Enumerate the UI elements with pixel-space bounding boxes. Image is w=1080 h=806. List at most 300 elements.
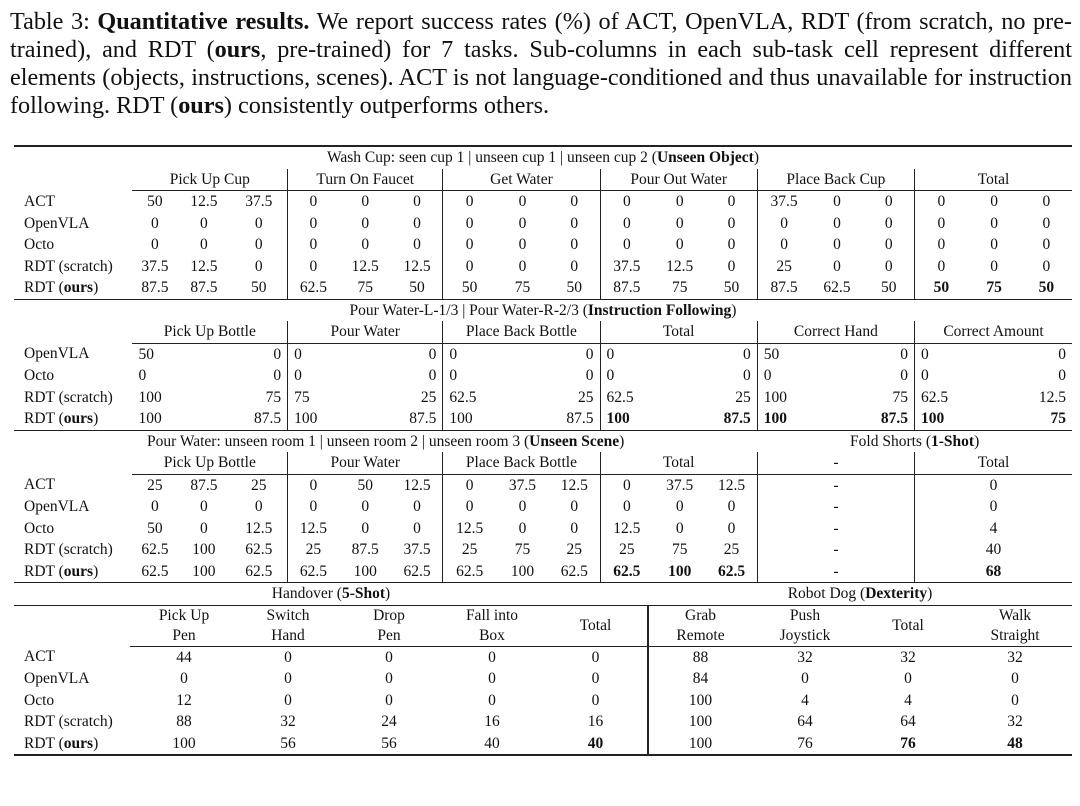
- section-title-bold: Instruction Following: [587, 301, 732, 319]
- row-label-text: ACT: [24, 648, 55, 666]
- data-cell: 0: [200, 519, 208, 537]
- data-cell: 50: [757, 343, 836, 365]
- data-cell: 100: [600, 408, 679, 430]
- data-cell: 0: [757, 213, 810, 235]
- row-label-text: RDT (: [24, 410, 64, 427]
- data-cell: 0: [570, 498, 579, 515]
- data-cell: 0: [600, 234, 653, 256]
- column-header: [858, 605, 958, 646]
- data-cell: 0: [361, 236, 370, 253]
- data-cell: 0: [273, 345, 282, 363]
- subtask-header: Total: [915, 452, 1072, 474]
- data-cell: 12.5: [560, 476, 588, 494]
- data-cell: 56: [238, 733, 338, 756]
- data-cell: 87.5: [757, 277, 810, 299]
- data-cell: 0: [1042, 214, 1051, 232]
- data-cell: 0: [413, 214, 421, 232]
- row-label-text: Octo: [24, 691, 55, 709]
- data-cell: 0: [288, 365, 366, 387]
- section-title-end: ): [385, 585, 391, 602]
- column-header-line: Pen: [377, 626, 401, 644]
- section-title-end: ): [731, 301, 737, 319]
- data-cell: 0: [591, 670, 600, 687]
- data-cell: 100: [757, 408, 836, 430]
- row-label-text: RDT (: [24, 562, 64, 580]
- section-title-bold: Unseen Object: [656, 149, 754, 166]
- row-label: [14, 277, 132, 299]
- row-label: [14, 518, 132, 540]
- data-cell: 40: [544, 733, 648, 756]
- data-cell: 0: [1042, 257, 1051, 275]
- section-title-end: ): [974, 432, 980, 450]
- empty-cell: [14, 452, 132, 474]
- section-title: [14, 299, 1072, 321]
- subtask-header: Pour Water: [288, 321, 443, 343]
- data-cell: 100: [138, 388, 162, 406]
- data-cell: 75: [671, 279, 688, 296]
- data-cell: 100: [648, 711, 752, 733]
- data-cell: 87.5: [566, 410, 594, 427]
- column-header-line: Total: [579, 616, 612, 634]
- data-cell: 0: [600, 474, 653, 496]
- data-cell: 50: [138, 345, 154, 363]
- data-cell: 0: [488, 648, 496, 666]
- section-title-text: Fold Shorts (: [850, 432, 932, 450]
- data-cell: 0: [727, 236, 736, 253]
- data-cell: 62.5: [141, 541, 169, 558]
- data-cell: 44: [176, 648, 192, 666]
- data-cell: 0: [288, 474, 339, 496]
- data-cell: 87.5: [600, 277, 653, 299]
- data-cell: 12.5: [245, 519, 273, 537]
- data-cell: 0: [727, 519, 736, 537]
- section-title-left: [14, 583, 648, 606]
- row-label-text: RDT (scratch): [24, 713, 113, 730]
- data-cell: 0: [743, 345, 751, 363]
- table-instruction-following: [14, 299, 1072, 430]
- data-cell: 0: [743, 367, 751, 384]
- data-cell: 62.5: [288, 561, 339, 583]
- caption-label: Table 3:: [10, 8, 90, 35]
- fold-total-cell: 0: [915, 496, 1072, 518]
- data-cell: 0: [990, 257, 999, 275]
- caption-ours-2: ours: [178, 92, 224, 119]
- empty-cell: [14, 321, 132, 343]
- subtask-header: Place Back Bottle: [443, 452, 600, 474]
- row-label-text: OpenVLA: [24, 214, 90, 232]
- data-cell: 100: [914, 408, 993, 430]
- data-cell: 0: [884, 214, 893, 232]
- data-cell: 0: [1042, 193, 1051, 210]
- data-cell: 0: [284, 670, 292, 687]
- data-cell: 0: [600, 343, 679, 365]
- section-title-end: ): [619, 432, 625, 450]
- data-cell: 76: [752, 733, 858, 756]
- data-cell: 50: [881, 279, 897, 296]
- data-cell: 0: [914, 343, 993, 365]
- data-cell: 50: [723, 279, 740, 296]
- data-cell: 100: [668, 562, 692, 580]
- data-cell: 87.5: [351, 541, 379, 558]
- column-header-line: Total: [892, 616, 924, 634]
- data-cell: 0: [361, 498, 370, 515]
- section-title: [14, 146, 1072, 169]
- column-header-line: Grab: [685, 606, 716, 624]
- row-label-text: OpenVLA: [24, 345, 90, 363]
- row-label-text: RDT (scratch): [24, 388, 113, 406]
- row-label-bold: ours: [63, 734, 94, 752]
- column-header-line: Pick Up: [158, 606, 210, 624]
- row-label-bold: ours: [63, 279, 94, 296]
- data-cell: 50: [915, 277, 968, 299]
- row-label-text: RDT (scratch): [24, 541, 113, 558]
- data-cell: 37.5: [600, 256, 653, 278]
- data-cell: 0: [600, 496, 653, 518]
- data-cell: 50: [1038, 279, 1055, 296]
- data-cell: 0: [1058, 345, 1066, 363]
- data-cell: 37.5: [245, 193, 273, 210]
- data-cell: 100: [510, 562, 535, 580]
- data-cell: 25: [251, 476, 267, 494]
- data-cell: 62.5: [288, 277, 339, 299]
- caption-text-2-end: ) consistently outperforms others.: [223, 92, 550, 119]
- data-cell: 50: [251, 279, 267, 296]
- data-cell: 0: [915, 234, 968, 256]
- section-title-text: Pour Water-L-1/3 | Pour Water-R-2/3 (: [349, 301, 588, 319]
- data-cell: 0: [904, 670, 912, 687]
- row-label: [14, 191, 132, 213]
- subtask-header: Pick Up Bottle: [132, 452, 287, 474]
- data-cell: 75: [671, 541, 688, 558]
- data-cell: 0: [1011, 670, 1019, 687]
- data-cell: 75: [357, 279, 373, 296]
- fold-total-cell: 0: [915, 474, 1072, 496]
- data-cell: 24: [381, 713, 397, 730]
- data-cell: 0: [727, 257, 736, 275]
- dash-cell: -: [757, 474, 914, 496]
- data-cell: 25: [420, 388, 437, 406]
- data-cell: 62.5: [600, 561, 653, 583]
- data-cell: 100: [443, 408, 522, 430]
- data-cell: 0: [915, 191, 968, 213]
- section-title-end: ): [753, 149, 759, 166]
- column-header: [544, 605, 648, 646]
- data-cell: 0: [900, 367, 908, 384]
- section-title-right: [757, 430, 1072, 452]
- data-cell: 0: [914, 365, 993, 387]
- column-header: [440, 605, 544, 646]
- data-cell: 0: [428, 345, 437, 363]
- data-cell: 12.5: [190, 193, 218, 210]
- row-label-text: RDT (: [24, 279, 64, 296]
- subtask-header: Place Back Cup: [757, 169, 914, 191]
- data-cell: 62.5: [914, 387, 993, 409]
- data-cell: 0: [915, 256, 968, 278]
- data-cell: 62.5: [141, 562, 169, 580]
- subtask-header: Pour Water: [288, 452, 443, 474]
- data-cell: 0: [413, 519, 421, 537]
- data-cell: 100: [192, 562, 216, 580]
- subtask-header: Total: [915, 169, 1072, 191]
- data-cell: 62.5: [560, 562, 588, 580]
- data-cell: 0: [443, 191, 496, 213]
- data-cell: 12.5: [288, 518, 339, 540]
- empty-cell: [14, 169, 132, 191]
- data-cell: 37.5: [141, 257, 169, 275]
- column-header-line: Box: [479, 626, 505, 644]
- data-cell: 0: [443, 496, 496, 518]
- data-cell: 62.5: [403, 562, 431, 580]
- row-label-end: ): [93, 562, 99, 580]
- data-cell: 0: [884, 257, 893, 275]
- row-label-text: ACT: [24, 192, 55, 210]
- column-header: [238, 605, 338, 646]
- data-cell: 0: [488, 691, 496, 709]
- data-cell: 0: [570, 214, 579, 232]
- column-header-line: Hand: [271, 626, 305, 644]
- data-cell: 64: [900, 713, 916, 730]
- data-cell: 0: [518, 498, 527, 515]
- table-unseen-object: [14, 145, 1072, 299]
- data-cell: 100: [353, 562, 377, 580]
- column-header: [958, 605, 1072, 646]
- row-label: [14, 474, 132, 496]
- data-cell: 37.5: [403, 541, 431, 558]
- column-header-line: Switch: [266, 606, 310, 624]
- results-tables: [14, 145, 1072, 756]
- row-label-end: ): [93, 279, 99, 296]
- row-label-text: ACT: [24, 476, 55, 494]
- subtask-header: Pour Out Water: [600, 169, 757, 191]
- data-cell: 88: [176, 713, 192, 730]
- data-cell: 0: [833, 193, 841, 210]
- data-cell: 0: [727, 193, 736, 210]
- subtask-header: Pick Up Cup: [132, 169, 287, 191]
- data-cell: 0: [591, 691, 600, 709]
- row-label: [14, 690, 130, 712]
- data-cell: 0: [757, 365, 836, 387]
- section-title-end: ): [927, 585, 933, 602]
- dash-cell: -: [757, 539, 914, 561]
- data-cell: 100: [288, 408, 366, 430]
- data-cell: 0: [288, 496, 339, 518]
- data-cell: 12.5: [403, 257, 431, 275]
- data-cell: 87.5: [141, 279, 169, 296]
- data-cell: 16: [484, 713, 500, 730]
- data-cell: 84: [648, 668, 752, 690]
- fold-total-cell: 4: [915, 518, 1072, 540]
- column-header-line: Fall into: [465, 606, 519, 624]
- data-cell: 0: [675, 214, 684, 232]
- row-label: [14, 711, 130, 733]
- data-cell: 0: [273, 367, 282, 384]
- data-cell: 0: [443, 256, 496, 278]
- data-cell: 25: [578, 388, 594, 406]
- data-cell: 0: [284, 691, 292, 709]
- data-cell: 0: [413, 236, 421, 253]
- data-cell: 50: [409, 279, 425, 296]
- data-cell: 0: [727, 498, 736, 515]
- data-cell: 0: [488, 670, 496, 687]
- data-cell: 25: [147, 476, 163, 494]
- row-label: [14, 365, 132, 387]
- data-cell: 88: [648, 646, 752, 668]
- row-label-bold: ours: [63, 562, 94, 580]
- data-cell: 12.5: [403, 476, 431, 494]
- table-caption: [10, 8, 1072, 120]
- row-label: [14, 256, 132, 278]
- data-cell: 0: [385, 648, 393, 666]
- table-unseen-scene: [14, 430, 1072, 583]
- data-cell: 100: [757, 387, 836, 409]
- subtask-header: Correct Hand: [757, 321, 914, 343]
- data-cell: 75: [892, 388, 908, 406]
- data-cell: 0: [600, 365, 679, 387]
- data-cell: 62.5: [823, 279, 851, 296]
- caption-text-1: We report success rates (%) of ACT, OpenVLA, RDT (from scratch, no pre-trained), and RDT (: [10, 8, 1072, 63]
- data-cell: 0: [570, 193, 579, 210]
- data-cell: 87.5: [409, 410, 437, 427]
- data-cell: 0: [833, 257, 841, 275]
- row-label-text: OpenVLA: [24, 670, 90, 687]
- column-header-line: Push: [789, 606, 821, 624]
- data-cell: 0: [361, 193, 370, 210]
- column-header-line: Pen: [172, 626, 196, 644]
- data-cell: 50: [147, 193, 163, 210]
- subtask-header: -: [757, 452, 914, 474]
- data-cell: 0: [518, 257, 527, 275]
- data-cell: 100: [648, 690, 752, 712]
- data-cell: 12.5: [600, 518, 653, 540]
- data-cell: 100: [130, 733, 238, 756]
- data-cell: 87.5: [880, 410, 908, 427]
- section-title-text: Robot Dog (: [787, 585, 866, 602]
- data-cell: 0: [361, 214, 370, 232]
- data-cell: 32: [280, 713, 296, 730]
- data-cell: 75: [986, 279, 1002, 296]
- data-cell: 0: [413, 193, 421, 210]
- row-label: [14, 561, 132, 583]
- data-cell: 0: [801, 670, 809, 687]
- empty-cell: [14, 605, 130, 646]
- subtask-header: Place Back Bottle: [443, 321, 600, 343]
- row-label: [14, 343, 132, 365]
- data-cell: 50: [566, 279, 583, 296]
- data-cell: 75: [265, 388, 282, 406]
- data-cell: 76: [858, 733, 958, 756]
- section-title-text: Wash Cup: seen cup 1 | unseen cup 1 | unseen cup 2 (: [327, 149, 657, 166]
- data-cell: 0: [884, 236, 893, 253]
- data-cell: 0: [833, 214, 841, 232]
- data-cell: 50: [357, 476, 373, 494]
- data-cell: 32: [1007, 713, 1023, 730]
- caption-ours-1: ours: [214, 36, 261, 63]
- row-label: [14, 496, 132, 518]
- data-cell: 100: [648, 733, 752, 756]
- data-cell: 0: [518, 214, 527, 232]
- subtask-header: Total: [600, 321, 757, 343]
- data-cell: 0: [585, 345, 594, 363]
- data-cell: 12: [176, 691, 192, 709]
- row-label-bold: ours: [63, 410, 94, 427]
- data-cell: 0: [385, 691, 393, 709]
- section-title-bold: Dexterity: [865, 585, 928, 602]
- data-cell: 25: [723, 541, 740, 558]
- column-header: [752, 605, 858, 646]
- data-cell: 50: [147, 519, 163, 537]
- data-cell: 0: [518, 193, 527, 210]
- data-cell: 0: [288, 191, 339, 213]
- data-cell: 0: [1042, 236, 1051, 253]
- data-cell: 100: [192, 541, 216, 558]
- data-cell: 62.5: [717, 562, 746, 580]
- data-cell: 0: [200, 236, 208, 253]
- data-cell: 0: [138, 367, 147, 384]
- data-cell: 0: [151, 214, 159, 232]
- caption-text-1-end: , pre-trained) for 7 tasks. Sub-columns in each sub-task cell represent different elements (objects, instructions, scenes). ACT is not language-conditioned and thus unavailable for instruction following. RDT (: [10, 36, 1072, 119]
- data-cell: 37.5: [508, 476, 537, 494]
- section-title: [14, 430, 757, 452]
- data-cell: 0: [518, 519, 527, 537]
- data-cell: 4: [801, 691, 809, 709]
- data-cell: 40: [440, 733, 544, 756]
- data-cell: 0: [591, 648, 600, 666]
- data-cell: 0: [570, 257, 579, 275]
- section-title-bold: Unseen Scene: [529, 432, 620, 450]
- subtask-header: Turn On Faucet: [288, 169, 443, 191]
- data-cell: 0: [151, 236, 159, 253]
- data-cell: 0: [180, 670, 188, 687]
- data-cell: 0: [284, 648, 292, 666]
- data-cell: 75: [514, 541, 531, 558]
- data-cell: 0: [385, 670, 393, 687]
- data-cell: 62.5: [245, 562, 273, 580]
- data-cell: 87.5: [723, 410, 751, 427]
- subtask-header: Get Water: [443, 169, 600, 191]
- data-cell: 0: [600, 191, 653, 213]
- section-title-bold: 5-Shot: [341, 585, 386, 602]
- data-cell: 0: [443, 234, 496, 256]
- data-cell: 0: [600, 213, 653, 235]
- row-label: [14, 408, 132, 430]
- subtask-header: Total: [600, 452, 757, 474]
- data-cell: 4: [904, 691, 912, 709]
- data-cell: 62.5: [443, 387, 522, 409]
- data-cell: 0: [1011, 691, 1019, 709]
- dash-cell: -: [757, 561, 914, 583]
- dash-cell: -: [757, 518, 914, 540]
- row-label: [14, 387, 132, 409]
- data-cell: 0: [288, 213, 339, 235]
- data-cell: 0: [288, 343, 366, 365]
- row-label-text: RDT (: [24, 734, 64, 752]
- data-cell: 87.5: [190, 279, 218, 296]
- data-cell: 75: [288, 387, 366, 409]
- data-cell: 0: [443, 213, 496, 235]
- row-label: [14, 213, 132, 235]
- data-cell: 0: [675, 236, 684, 253]
- section-title-right: [648, 583, 1072, 606]
- data-cell: 0: [570, 236, 579, 253]
- data-cell: 62.5: [600, 387, 679, 409]
- column-header-line: Drop: [373, 606, 405, 624]
- column-header-line: Walk: [998, 606, 1032, 624]
- data-cell: 100: [138, 410, 162, 427]
- data-cell: 25: [443, 539, 496, 561]
- row-label: [14, 733, 130, 756]
- data-cell: 32: [1007, 648, 1023, 666]
- subtask-header: Correct Amount: [914, 321, 1072, 343]
